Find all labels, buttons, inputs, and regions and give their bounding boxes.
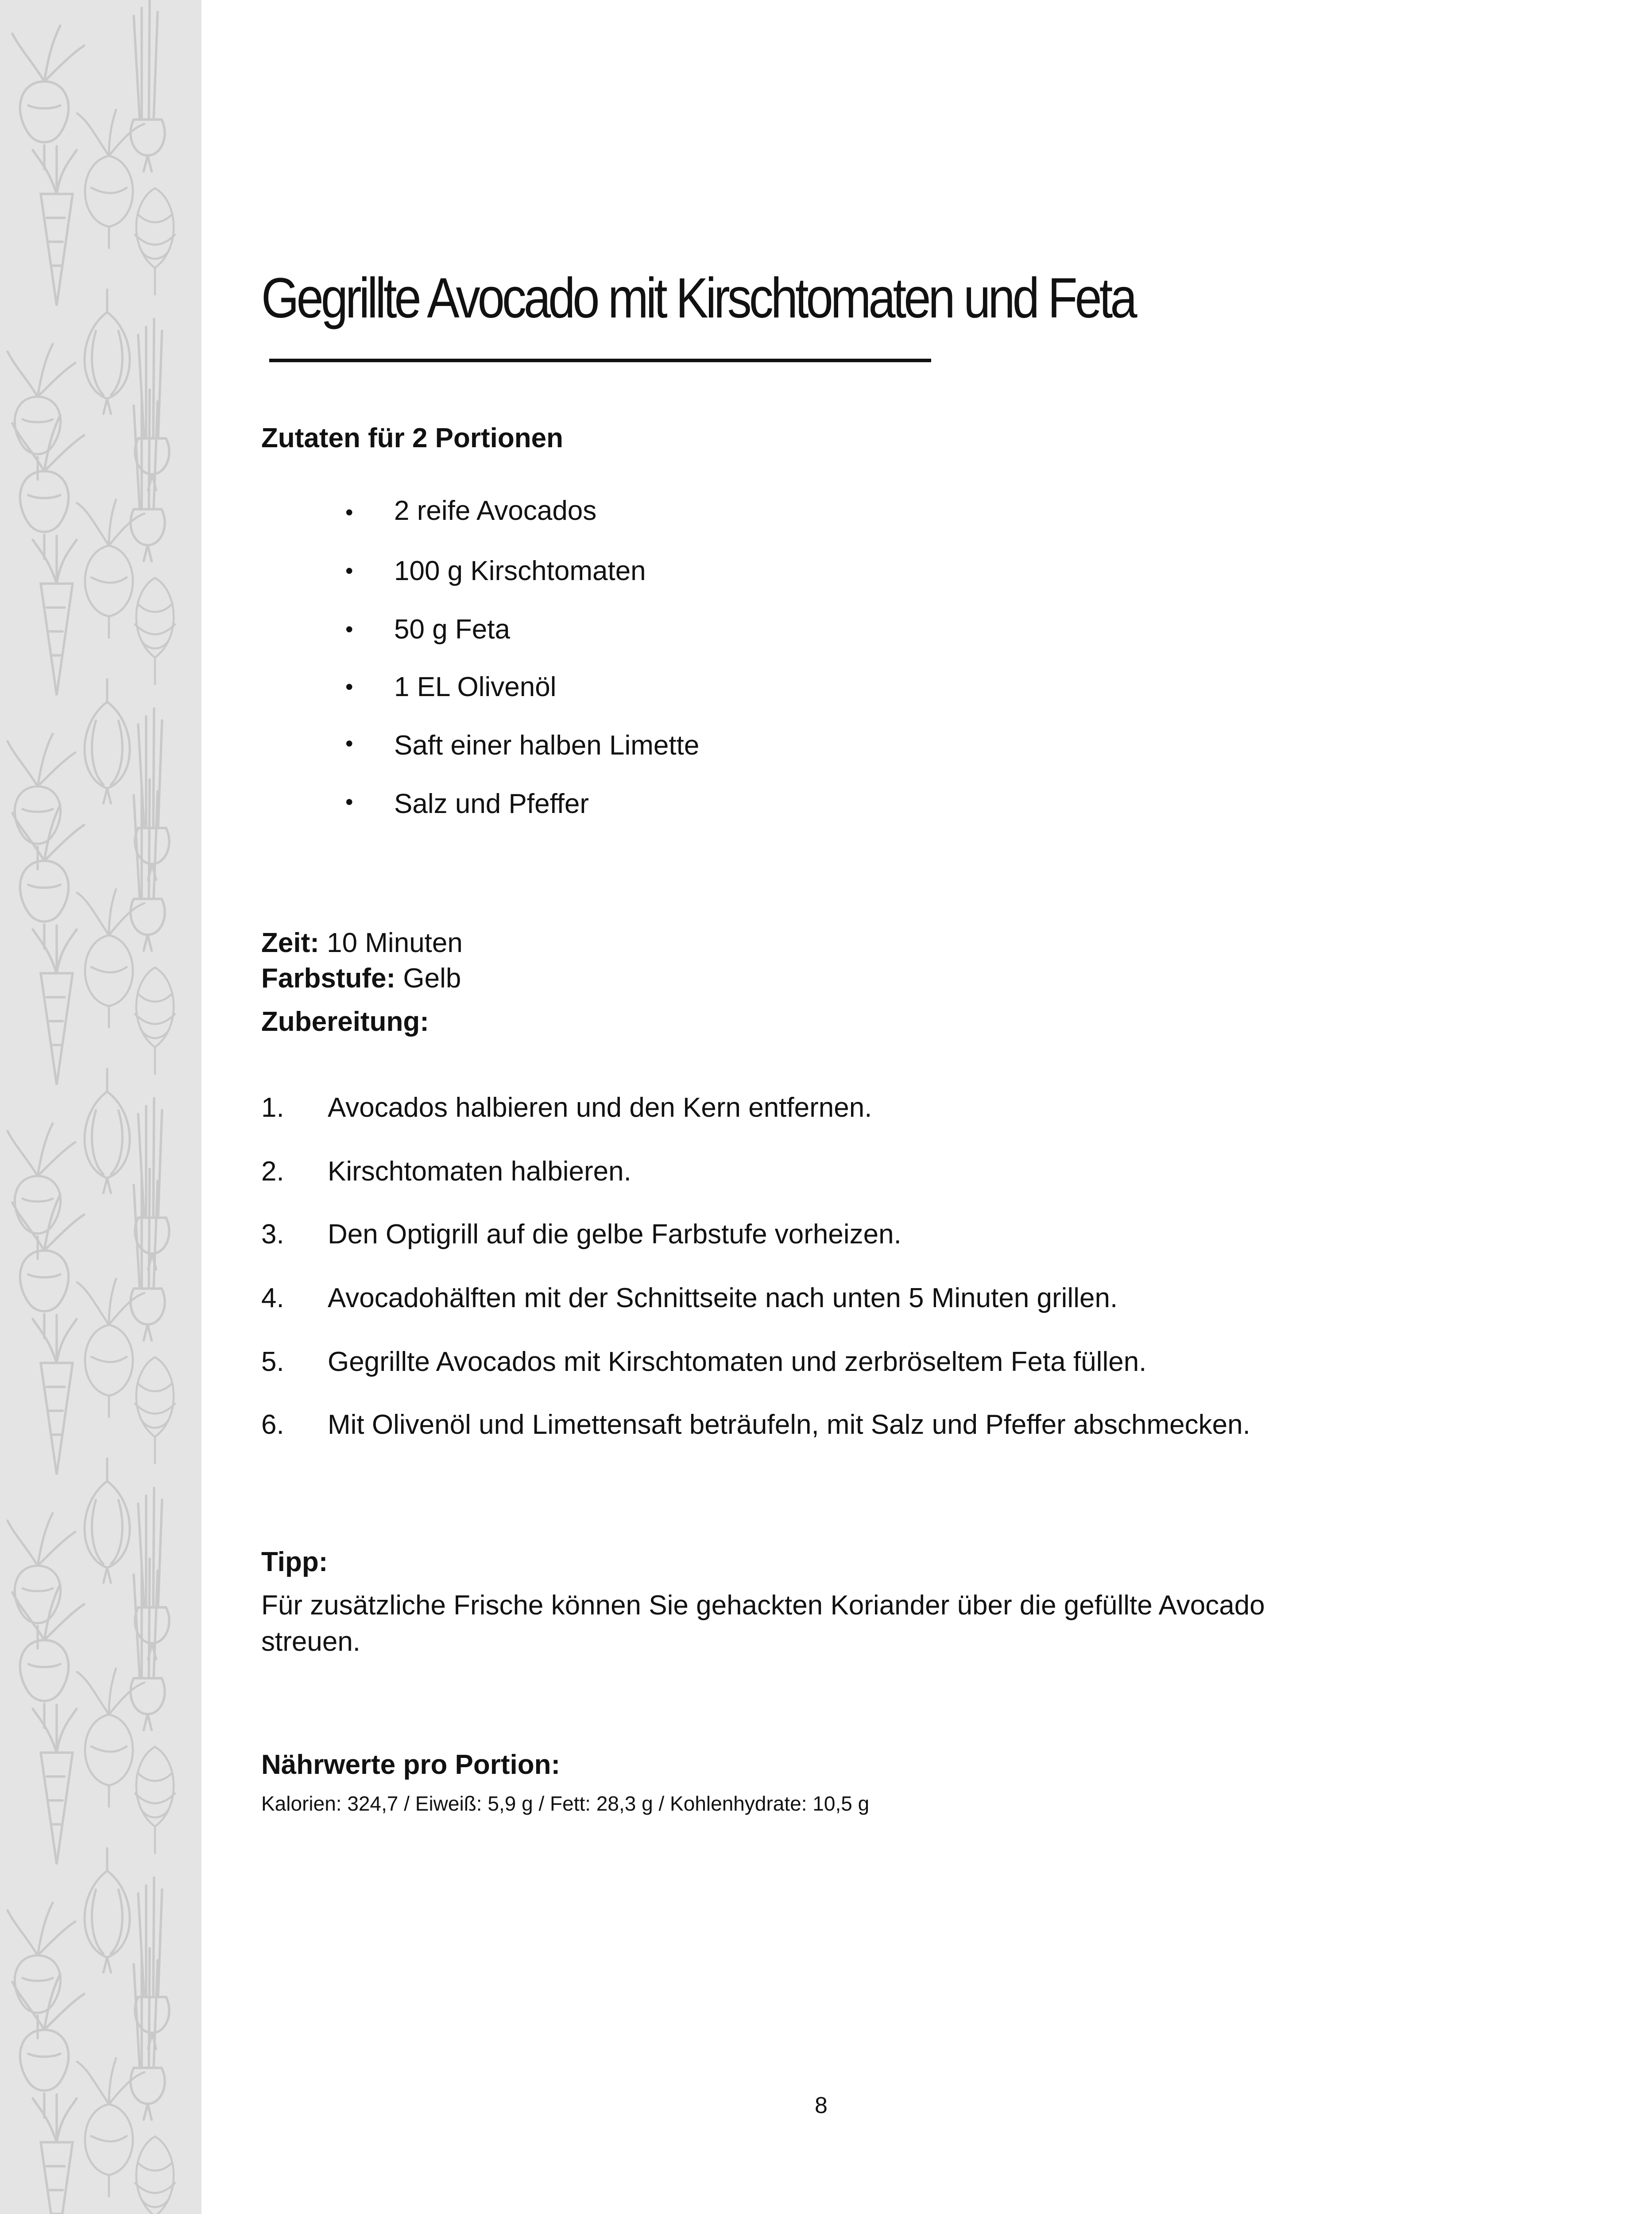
- bullet: •: [345, 674, 353, 699]
- nutrition-heading: Nährwerte pro Portion:: [261, 1750, 561, 1780]
- color-level-label: Farbstufe:: [261, 963, 396, 994]
- preparation-heading: Zubereitung:: [261, 1006, 429, 1037]
- color-level-line: [261, 963, 461, 994]
- step-text: Den Optigrill auf die gelbe Farbstufe vorheizen.: [328, 1219, 901, 1250]
- time-label: Zeit:: [261, 928, 319, 958]
- bullet: •: [345, 558, 353, 583]
- ingredients-heading: Zutaten für 2 Portionen: [261, 423, 563, 453]
- step-text: Gegrillte Avocados mit Kirschtomaten und zerbröseltem Feta füllen.: [328, 1347, 1147, 1377]
- step-text: Avocados halbieren und den Kern entfernen.: [328, 1092, 872, 1123]
- recipe-title: Gegrillte Avocado mit Kirschtomaten und Feta: [261, 267, 1135, 330]
- tip-text-line-2: streuen.: [261, 1626, 361, 1657]
- ingredient-item: 50 g Feta: [394, 614, 510, 645]
- step-number: 1.: [261, 1092, 284, 1123]
- step-number: 3.: [261, 1219, 284, 1250]
- ingredient-item: 2 reife Avocados: [394, 495, 597, 526]
- step-text: Kirschtomaten halbieren.: [328, 1156, 631, 1187]
- step-number: 6.: [261, 1409, 284, 1440]
- time-line: [261, 927, 463, 959]
- nutrition-values: Kalorien: 324,7 / Eiweiß: 5,9 g / Fett: 28,3 g / Kohlenhydrate: 10,5 g: [261, 1792, 870, 1815]
- bullet: •: [345, 790, 353, 814]
- ingredient-item: Salz und Pfeffer: [394, 789, 589, 819]
- tip-text-line-1: Für zusätzliche Frische können Sie gehackten Koriander über die gefüllte Avocado: [261, 1590, 1265, 1621]
- ingredient-item: 1 EL Olivenöl: [394, 672, 557, 702]
- page-number: 8: [815, 2093, 828, 2118]
- step-number: 4.: [261, 1283, 284, 1313]
- step-number: 2.: [261, 1156, 284, 1187]
- bullet: •: [345, 500, 353, 525]
- bullet: •: [345, 617, 353, 642]
- title-underline: [269, 359, 931, 362]
- tip-heading: Tipp:: [261, 1547, 328, 1577]
- ingredient-item: 100 g Kirschtomaten: [394, 556, 646, 586]
- color-level-value: Gelb: [395, 963, 461, 994]
- step-number: 5.: [261, 1347, 284, 1377]
- ingredient-item: Saft einer halben Limette: [394, 730, 700, 761]
- step-text: Mit Olivenöl und Limettensaft beträufeln, mit Salz und Pfeffer abschmecken.: [328, 1409, 1250, 1440]
- step-text: Avocadohälften mit der Schnittseite nach unten 5 Minuten grillen.: [328, 1283, 1118, 1313]
- bullet: •: [345, 731, 353, 756]
- time-value: 10 Minuten: [319, 928, 463, 958]
